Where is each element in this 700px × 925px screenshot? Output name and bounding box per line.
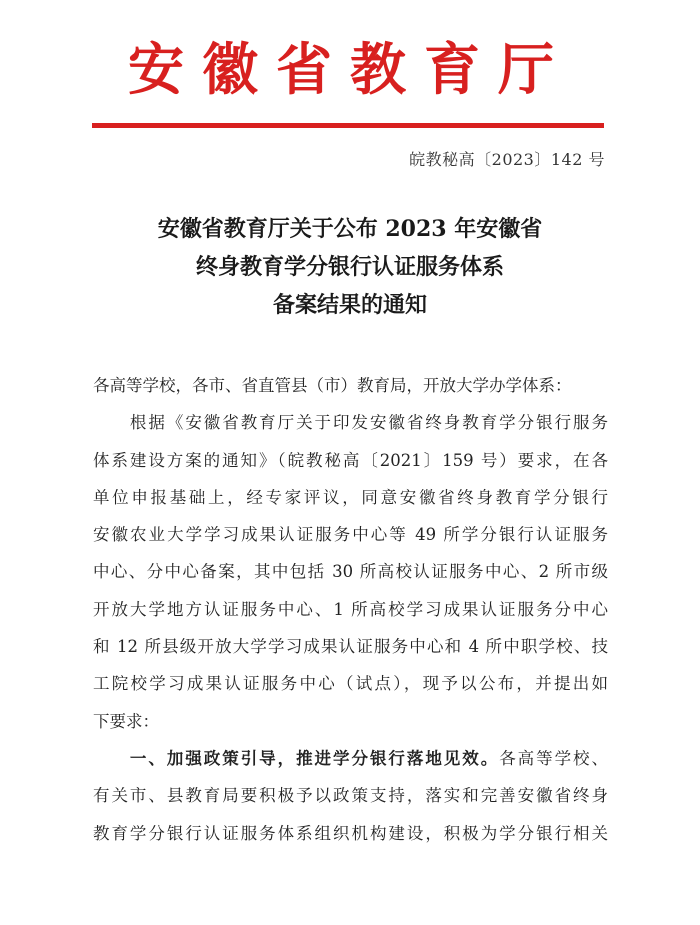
body-line: 下要求： — [93, 711, 159, 731]
salutation: 各高等学校，各市、省直管县（市）教育局，开放大学办学体系： — [93, 376, 572, 395]
title-line: 备案结果的通知 — [272, 292, 427, 318]
body-line: 中心、分中心备案，其中包括 30 所高校认证服务中心、2 所市级 — [93, 562, 608, 582]
section-heading-line — [93, 740, 608, 777]
body-line: 根据《安徽省教育厅关于印发安徽省终身教育学分银行服务 — [93, 413, 608, 433]
body-line: 有关市、县教育局要积极予以政策支持，落实和完善安徽省终身 — [93, 786, 608, 806]
agency-header: 安徽省教育厅 — [128, 38, 572, 103]
body-line: 工院校学习成果认证服务中心（试点），现予以公布，并提出如 — [93, 674, 608, 694]
body-line: 教育学分银行认证服务体系组织机构建设，积极为学分银行相关 — [93, 823, 608, 843]
red-header-rule — [92, 123, 604, 128]
section-heading: 一、加强政策引导，推进学分银行落地见效。 — [93, 748, 500, 768]
body-line: 和 12 所县级开放大学学习成果认证服务中心和 4 所中职学校、技 — [93, 637, 608, 657]
document-title — [0, 210, 700, 324]
body-line: 开放大学地方认证服务中心、1 所高校学习成果认证服务分中心 — [93, 599, 608, 619]
document-body — [93, 367, 608, 852]
document-number: 皖教秘高〔2023〕142 号 — [409, 150, 605, 169]
body-line: 体系建设方案的通知》（皖教秘高〔2021〕159 号）要求，在各 — [93, 450, 608, 470]
body-line: 单位申报基础上，经专家评议，同意安徽省终身教育学分银行 — [93, 487, 608, 507]
title-line: 安徽省教育厅关于公布 2023 年安徽省 — [157, 216, 543, 242]
section-heading-rest: 各高等学校、 — [499, 748, 609, 768]
title-line: 终身教育学分银行认证服务体系 — [195, 254, 504, 280]
body-line: 安徽农业大学学习成果认证服务中心等 49 所学分银行认证服务 — [93, 525, 608, 545]
